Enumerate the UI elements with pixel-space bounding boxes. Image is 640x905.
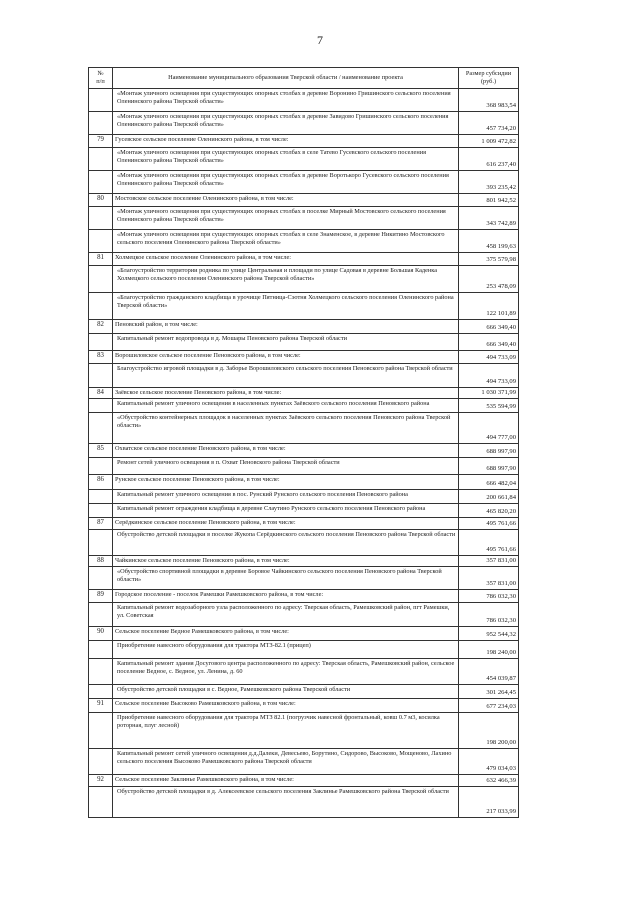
row-amount: 198 240,00 xyxy=(459,641,519,659)
table-row xyxy=(89,713,519,749)
row-number: 84 xyxy=(89,388,113,399)
table-row xyxy=(89,320,519,334)
row-number xyxy=(89,787,113,818)
row-number xyxy=(89,230,113,253)
row-amount: 122 101,89 xyxy=(459,293,519,320)
row-name: Ремонт сетей уличного освещения в п. Охват Пеновского района Тверской области xyxy=(113,458,459,475)
row-name: «Монтаж уличного освещения при существующих опорных столбах в деревне Воронино Гришинского сельского поселения Оленинского района Тверской области» xyxy=(113,89,459,112)
row-amount: 786 032,30 xyxy=(459,590,519,603)
header-name: Наименование муниципального образования Тверской области / наименование проекта xyxy=(113,68,459,89)
row-amount: 198 200,00 xyxy=(459,713,519,749)
row-number xyxy=(89,399,113,413)
table-row xyxy=(89,567,519,590)
table-row xyxy=(89,490,519,504)
row-name: Сельское поселение Ведное Рамешковского района, в том числе: xyxy=(113,627,459,641)
row-amount: 786 032,30 xyxy=(459,603,519,627)
row-amount: 458 199,63 xyxy=(459,230,519,253)
table-row xyxy=(89,388,519,399)
row-number xyxy=(89,603,113,627)
row-number xyxy=(89,334,113,351)
row-name: Ворошиловское сельское поселение Пеновского района, в том числе: xyxy=(113,351,459,364)
row-amount: 952 544,32 xyxy=(459,627,519,641)
row-number: 89 xyxy=(89,590,113,603)
row-name: «Монтаж уличного освещения при существующих опорных столбах в поселке Мирный Мостовского сельского поселения Оленинского района Тверской области» xyxy=(113,207,459,230)
row-name: Серёдкинское сельское поселение Пеновского района, в том числе: xyxy=(113,518,459,529)
row-amount: 465 820,20 xyxy=(459,504,519,518)
row-name: Гусевское сельское поселение Оленинского района, в том числе: xyxy=(113,135,459,148)
row-number xyxy=(89,89,113,112)
row-amount: 357 831,00 xyxy=(459,555,519,566)
row-number xyxy=(89,641,113,659)
row-amount: 801 942,52 xyxy=(459,194,519,207)
row-name: Капитальный ремонт ограждения кладбища в деревне Слаутино Рунского сельского поселения Пеновского района xyxy=(113,504,459,518)
row-number: 82 xyxy=(89,320,113,334)
row-number: 85 xyxy=(89,444,113,458)
row-name: Холмецкое сельское поселение Оленинского района, в том числе: xyxy=(113,253,459,266)
row-number xyxy=(89,749,113,775)
row-amount: 479 034,03 xyxy=(459,749,519,775)
table-header-row xyxy=(89,68,519,89)
row-name: Сельское поселение Заклинье Рамешковского района, в том числе: xyxy=(113,775,459,787)
header-amount: Размер субсидии (руб.) xyxy=(459,68,519,89)
table-row xyxy=(89,253,519,266)
row-name: «Благоустройство гражданского кладбища в урочище Пятница-Сэотня Холмецкого сельского поселения Оленинского района Тверской области» xyxy=(113,293,459,320)
row-name: Городское поселение - поселок Рамешки Рамешковского района, в том числе: xyxy=(113,590,459,603)
table-row xyxy=(89,603,519,627)
row-amount: 688 997,90 xyxy=(459,458,519,475)
table-row xyxy=(89,458,519,475)
table-row xyxy=(89,293,519,320)
row-amount: 1 030 371,99 xyxy=(459,388,519,399)
row-name: Обустройство детской площадки в с. Ведное, Рамешковского района Тверской области xyxy=(113,685,459,699)
row-number: 92 xyxy=(89,775,113,787)
table-row xyxy=(89,504,519,518)
row-name: Сельское поселение Высоково Рамешковского района, в том числе: xyxy=(113,699,459,713)
row-amount: 301 264,45 xyxy=(459,685,519,699)
table-row xyxy=(89,194,519,207)
table-row xyxy=(89,266,519,293)
table-row xyxy=(89,475,519,490)
row-amount: 217 033,99 xyxy=(459,787,519,818)
table-row xyxy=(89,555,519,566)
row-name: Чайкинское сельское поселение Пеновского района, в том числе: xyxy=(113,555,459,566)
row-number xyxy=(89,567,113,590)
table-row xyxy=(89,590,519,603)
row-number: 86 xyxy=(89,475,113,490)
row-name: «Благоустройство территории родника по улице Центральная и площади по улице Садовая в деревне Большая Каденка Холмецкого сельского поселения Оленинского района Тверской области» xyxy=(113,266,459,293)
row-number xyxy=(89,413,113,444)
row-name: Капитальный ремонт уличного освещения в населенных пунктах Заёвского сельского поселения Пеновского района xyxy=(113,399,459,413)
table-row xyxy=(89,148,519,171)
row-amount: 494 733,09 xyxy=(459,351,519,364)
row-name: Рунское сельское поселение Пеновского района, в том числе: xyxy=(113,475,459,490)
row-amount: 677 234,03 xyxy=(459,699,519,713)
row-number xyxy=(89,490,113,504)
row-number: 80 xyxy=(89,194,113,207)
row-name: Капитальный ремонт водозаборного узла расположенного по адресу: Тверская область, Рамешковский район, пгт Рамешки, ул. Советская xyxy=(113,603,459,627)
row-amount: 632 466,39 xyxy=(459,775,519,787)
row-number: 79 xyxy=(89,135,113,148)
row-amount: 200 661,84 xyxy=(459,490,519,504)
row-amount: 343 742,89 xyxy=(459,207,519,230)
row-name: Обустройство детской площадки в д. Алексеевское сельского поселения Заклинье Рамешковского района Тверской области xyxy=(113,787,459,818)
table-row xyxy=(89,364,519,388)
row-name: Охватское сельское поселение Пеновского района, в том числе: xyxy=(113,444,459,458)
table-row xyxy=(89,207,519,230)
row-number: 91 xyxy=(89,699,113,713)
row-number xyxy=(89,504,113,518)
row-name: Пеновский район, в том числе: xyxy=(113,320,459,334)
row-amount: 253 478,09 xyxy=(459,266,519,293)
row-amount: 357 831,00 xyxy=(459,567,519,590)
row-number xyxy=(89,659,113,685)
row-number: 81 xyxy=(89,253,113,266)
row-amount: 495 761,66 xyxy=(459,529,519,555)
subsidy-table xyxy=(88,67,519,818)
row-amount: 495 761,66 xyxy=(459,518,519,529)
row-amount: 1 009 472,82 xyxy=(459,135,519,148)
table-row xyxy=(89,334,519,351)
row-amount: 494 777,00 xyxy=(459,413,519,444)
row-number xyxy=(89,293,113,320)
table-row xyxy=(89,775,519,787)
table-row xyxy=(89,351,519,364)
row-number: 90 xyxy=(89,627,113,641)
row-name: Заёвское сельское поселение Пеновского района, в том числе: xyxy=(113,388,459,399)
row-name: «Обустройство спортивной площадки в деревне Боровое Чайкинского сельского поселения Пеновского района Тверской области» xyxy=(113,567,459,590)
row-name: «Обустройство контейнерных площадок в населенных пунктах Заёвского сельского поселения Пеновского района Тверской области» xyxy=(113,413,459,444)
table-row xyxy=(89,135,519,148)
table-row xyxy=(89,749,519,775)
row-amount: 666 482,04 xyxy=(459,475,519,490)
table-row xyxy=(89,699,519,713)
row-amount: 666 349,40 xyxy=(459,320,519,334)
row-name: Капитальный ремонт водопровода в д. Мошары Пеновского района Тверской области xyxy=(113,334,459,351)
row-amount: 688 997,90 xyxy=(459,444,519,458)
page-number: 7 xyxy=(317,33,323,47)
header-number: № п/п xyxy=(89,68,113,89)
table-row xyxy=(89,518,519,529)
table-row xyxy=(89,444,519,458)
row-amount: 666 349,40 xyxy=(459,334,519,351)
row-number xyxy=(89,529,113,555)
row-number xyxy=(89,713,113,749)
table-row xyxy=(89,171,519,194)
row-name: «Монтаж уличного освещения при существующих опорных столбах в селе Татево Гусевского сельского поселения Оленинского района Тверской области» xyxy=(113,148,459,171)
row-number xyxy=(89,207,113,230)
row-number: 88 xyxy=(89,555,113,566)
table-row xyxy=(89,659,519,685)
row-name: Приобретение навесного оборудования для трактора МТЗ-82.1 (прицеп) xyxy=(113,641,459,659)
row-name: «Монтаж уличного освещения при существующих опорных столбах в селе Знаменское, в деревне Никитино Мостовского сельского поселения Оленинского района Тверской области» xyxy=(113,230,459,253)
table-row xyxy=(89,641,519,659)
row-name: «Монтаж уличного освещения при существующих опорных столбах в деревне Воротькоро Гусевского сельского поселения Оленинского района Тверской области» xyxy=(113,171,459,194)
row-number xyxy=(89,148,113,171)
row-amount: 457 734,20 xyxy=(459,112,519,135)
row-number xyxy=(89,458,113,475)
row-number: 87 xyxy=(89,518,113,529)
row-number xyxy=(89,364,113,388)
row-name: Обустройство детской площадки в поселке Жукопа Серёдкинского сельского поселения Пеновского района Тверской области xyxy=(113,529,459,555)
row-number xyxy=(89,685,113,699)
table-row xyxy=(89,413,519,444)
row-amount: 535 594,99 xyxy=(459,399,519,413)
row-amount: 616 237,40 xyxy=(459,148,519,171)
row-name: Капитальный ремонт здания Досугового центра расположенного по адресу: Тверская область, Рамешковский район, сельское поселение Ведное, с. Ведное, ул. Ленина, д. 60 xyxy=(113,659,459,685)
table-row xyxy=(89,529,519,555)
row-number xyxy=(89,171,113,194)
row-number xyxy=(89,112,113,135)
row-amount: 393 235,42 xyxy=(459,171,519,194)
row-name: Капитальный ремонт уличного освещения в пос. Рунский Рунского сельского поселения Пеновского района xyxy=(113,490,459,504)
row-name: Капитальный ремонт сетей уличного освещения д.д.Далеки, Девесьево, Борутино, Сидорово, Высоково, Мощеново, Лахино сельского поселения Высоково Рамешковского района Тверской области xyxy=(113,749,459,775)
table-row xyxy=(89,627,519,641)
row-number: 83 xyxy=(89,351,113,364)
table-row xyxy=(89,787,519,818)
table-row xyxy=(89,112,519,135)
table-row xyxy=(89,230,519,253)
table-row xyxy=(89,685,519,699)
row-name: Мостовское сельское поселение Оленинского района, в том числе: xyxy=(113,194,459,207)
table-row xyxy=(89,89,519,112)
row-amount: 375 579,98 xyxy=(459,253,519,266)
row-number xyxy=(89,266,113,293)
row-name: Благоустройство игровой площадки в д. Заборье Ворошиловского сельского поселения Пеновского района Тверской области xyxy=(113,364,459,388)
row-amount: 454 039,87 xyxy=(459,659,519,685)
table-row xyxy=(89,399,519,413)
row-amount: 368 983,54 xyxy=(459,89,519,112)
row-name: «Монтаж уличного освещения при существующих опорных столбах в деревне Завидово Гришинского сельского поселения Оленинского района Тверской области» xyxy=(113,112,459,135)
row-name: Приобретение навесного оборудования для трактора МТЗ 82.1 (погрузчик навесной фронтальный, ковш 0.7 м3, косилка роторная, плуг лесной) xyxy=(113,713,459,749)
row-amount: 494 733,09 xyxy=(459,364,519,388)
